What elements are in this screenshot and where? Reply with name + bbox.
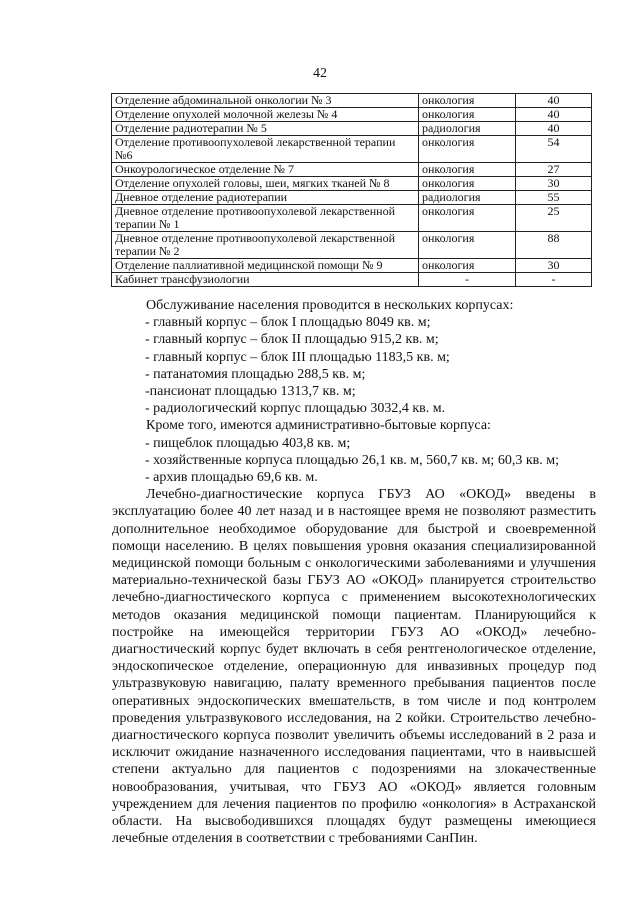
department-beds: 25 <box>516 205 592 232</box>
table-row <box>112 177 592 191</box>
table-row <box>112 259 592 273</box>
department-beds: 30 <box>516 177 592 191</box>
department-profile: - <box>419 273 516 287</box>
department-profile: онкология <box>419 94 516 108</box>
table-row <box>112 191 592 205</box>
department-name: Отделение опухолей головы, шеи, мягких тканей № 8 <box>112 177 419 191</box>
page-number: 42 <box>313 66 327 81</box>
department-beds: 40 <box>516 94 592 108</box>
paragraph-construction: Лечебно-диагностические корпуса ГБУЗ АО «ОКОД» введены в эксплуатацию более 40 лет назад и в настоящее время не позволяют разместить дополнительное необходимое оборудование для быстрой и своевременной помощи населению. В целях повышения уровня оказания специализированной медицинской помощи больным с онкологическими заболеваниями и улучшения материально-технической базы ГБУЗ АО «ОКОД» планируется строительство лечебно-диагностического корпуса с применением высокотехнологических методов оказания медицинской помощи пациентам. Планирующийся к постройке на имеющейся территории ГБУЗ АО «ОКОД» лечебно-диагностический корпус будет включать в себя рентгенологическое отделение, эндоскопическое отделение, операционную для инвазивных процедур под ультразвуковую навигацию, палату временного пребывания пациентов после оперативных эндоскопических вмешательств, в том числе и под контролем проведения ультразвукового исследования, на 2 койки. Строительство лечебно-диагностического корпуса позволит увеличить объемы исследований в 2 раза и исключит ожидание назначенного исследования пациентами, что в наивысшей степени актуально для пациентов с подозрениями на злокачественные новообразования, учитывая, что ГБУЗ АО «ОКОД» является головным учреждением для лечения пациентов по профилю «онкология» в Астраханской области. На высвободившихся площадях будут размещены имеющиеся лечебные отделения в соответствии с требованиями СанПин. <box>112 487 596 847</box>
body-text <box>112 297 596 848</box>
list-item: -пансионат площадью 1313,7 кв. м; <box>145 384 356 400</box>
department-name: Онкоурологическое отделение № 7 <box>112 163 419 177</box>
list-item: - архив площадью 69,6 кв. м. <box>145 470 318 486</box>
table-row <box>112 205 592 232</box>
department-beds: 55 <box>516 191 592 205</box>
department-name: Дневное отделение противоопухолевой лекарственной терапии № 2 <box>112 232 419 259</box>
department-name: Отделение радиотерапии № 5 <box>112 122 419 136</box>
department-beds: 30 <box>516 259 592 273</box>
departments-table <box>111 93 592 287</box>
list-item: - радиологический корпус площадью 3032,4 кв. м. <box>145 401 446 417</box>
table-row <box>112 273 592 287</box>
table-row <box>112 163 592 177</box>
table-row <box>112 232 592 259</box>
department-profile: онкология <box>419 163 516 177</box>
list-item: - хозяйственные корпуса площадью 26,1 кв. м, 560,7 кв. м; 60,3 кв. м; <box>145 452 559 468</box>
department-name: Отделение противоопухолевой лекарственной терапии №6 <box>112 136 419 163</box>
department-profile: онкология <box>419 259 516 273</box>
department-name: Отделение опухолей молочной железы № 4 <box>112 108 419 122</box>
table-row <box>112 108 592 122</box>
department-profile: онкология <box>419 136 516 163</box>
list-item: - пищеблок площадью 403,8 кв. м; <box>145 435 351 451</box>
table-row <box>112 136 592 163</box>
department-profile: онкология <box>419 205 516 232</box>
department-beds: 40 <box>516 122 592 136</box>
department-beds: 40 <box>516 108 592 122</box>
department-profile: онкология <box>419 108 516 122</box>
table-row <box>112 122 592 136</box>
department-profile: онкология <box>419 232 516 259</box>
department-beds: 27 <box>516 163 592 177</box>
paragraph-admin-intro: Кроме того, имеются административно-бытовые корпуса: <box>146 418 491 434</box>
department-name: Кабинет трансфузиологии <box>112 273 419 287</box>
department-name: Отделение паллиативной медицинской помощи № 9 <box>112 259 419 273</box>
list-item: - патанатомия площадью 288,5 кв. м; <box>145 366 366 382</box>
department-profile: радиология <box>419 122 516 136</box>
department-beds: 88 <box>516 232 592 259</box>
list-item: - главный корпус – блок I площадью 8049 кв. м; <box>145 315 431 331</box>
list-item: - главный корпус – блок III площадью 1183,5 кв. м; <box>145 349 450 365</box>
department-beds: - <box>516 273 592 287</box>
department-profile: радиология <box>419 191 516 205</box>
department-beds: 54 <box>516 136 592 163</box>
department-profile: онкология <box>419 177 516 191</box>
table-row <box>112 94 592 108</box>
department-name: Дневное отделение радиотерапии <box>112 191 419 205</box>
paragraph-buildings-intro: Обслуживание населения проводится в нескольких корпусах: <box>146 298 514 313</box>
department-name: Отделение абдоминальной онкологии № 3 <box>112 94 419 108</box>
list-item: - главный корпус – блок II площадью 915,2 кв. м; <box>145 332 439 348</box>
department-name: Дневное отделение противоопухолевой лекарственной терапии № 1 <box>112 205 419 232</box>
